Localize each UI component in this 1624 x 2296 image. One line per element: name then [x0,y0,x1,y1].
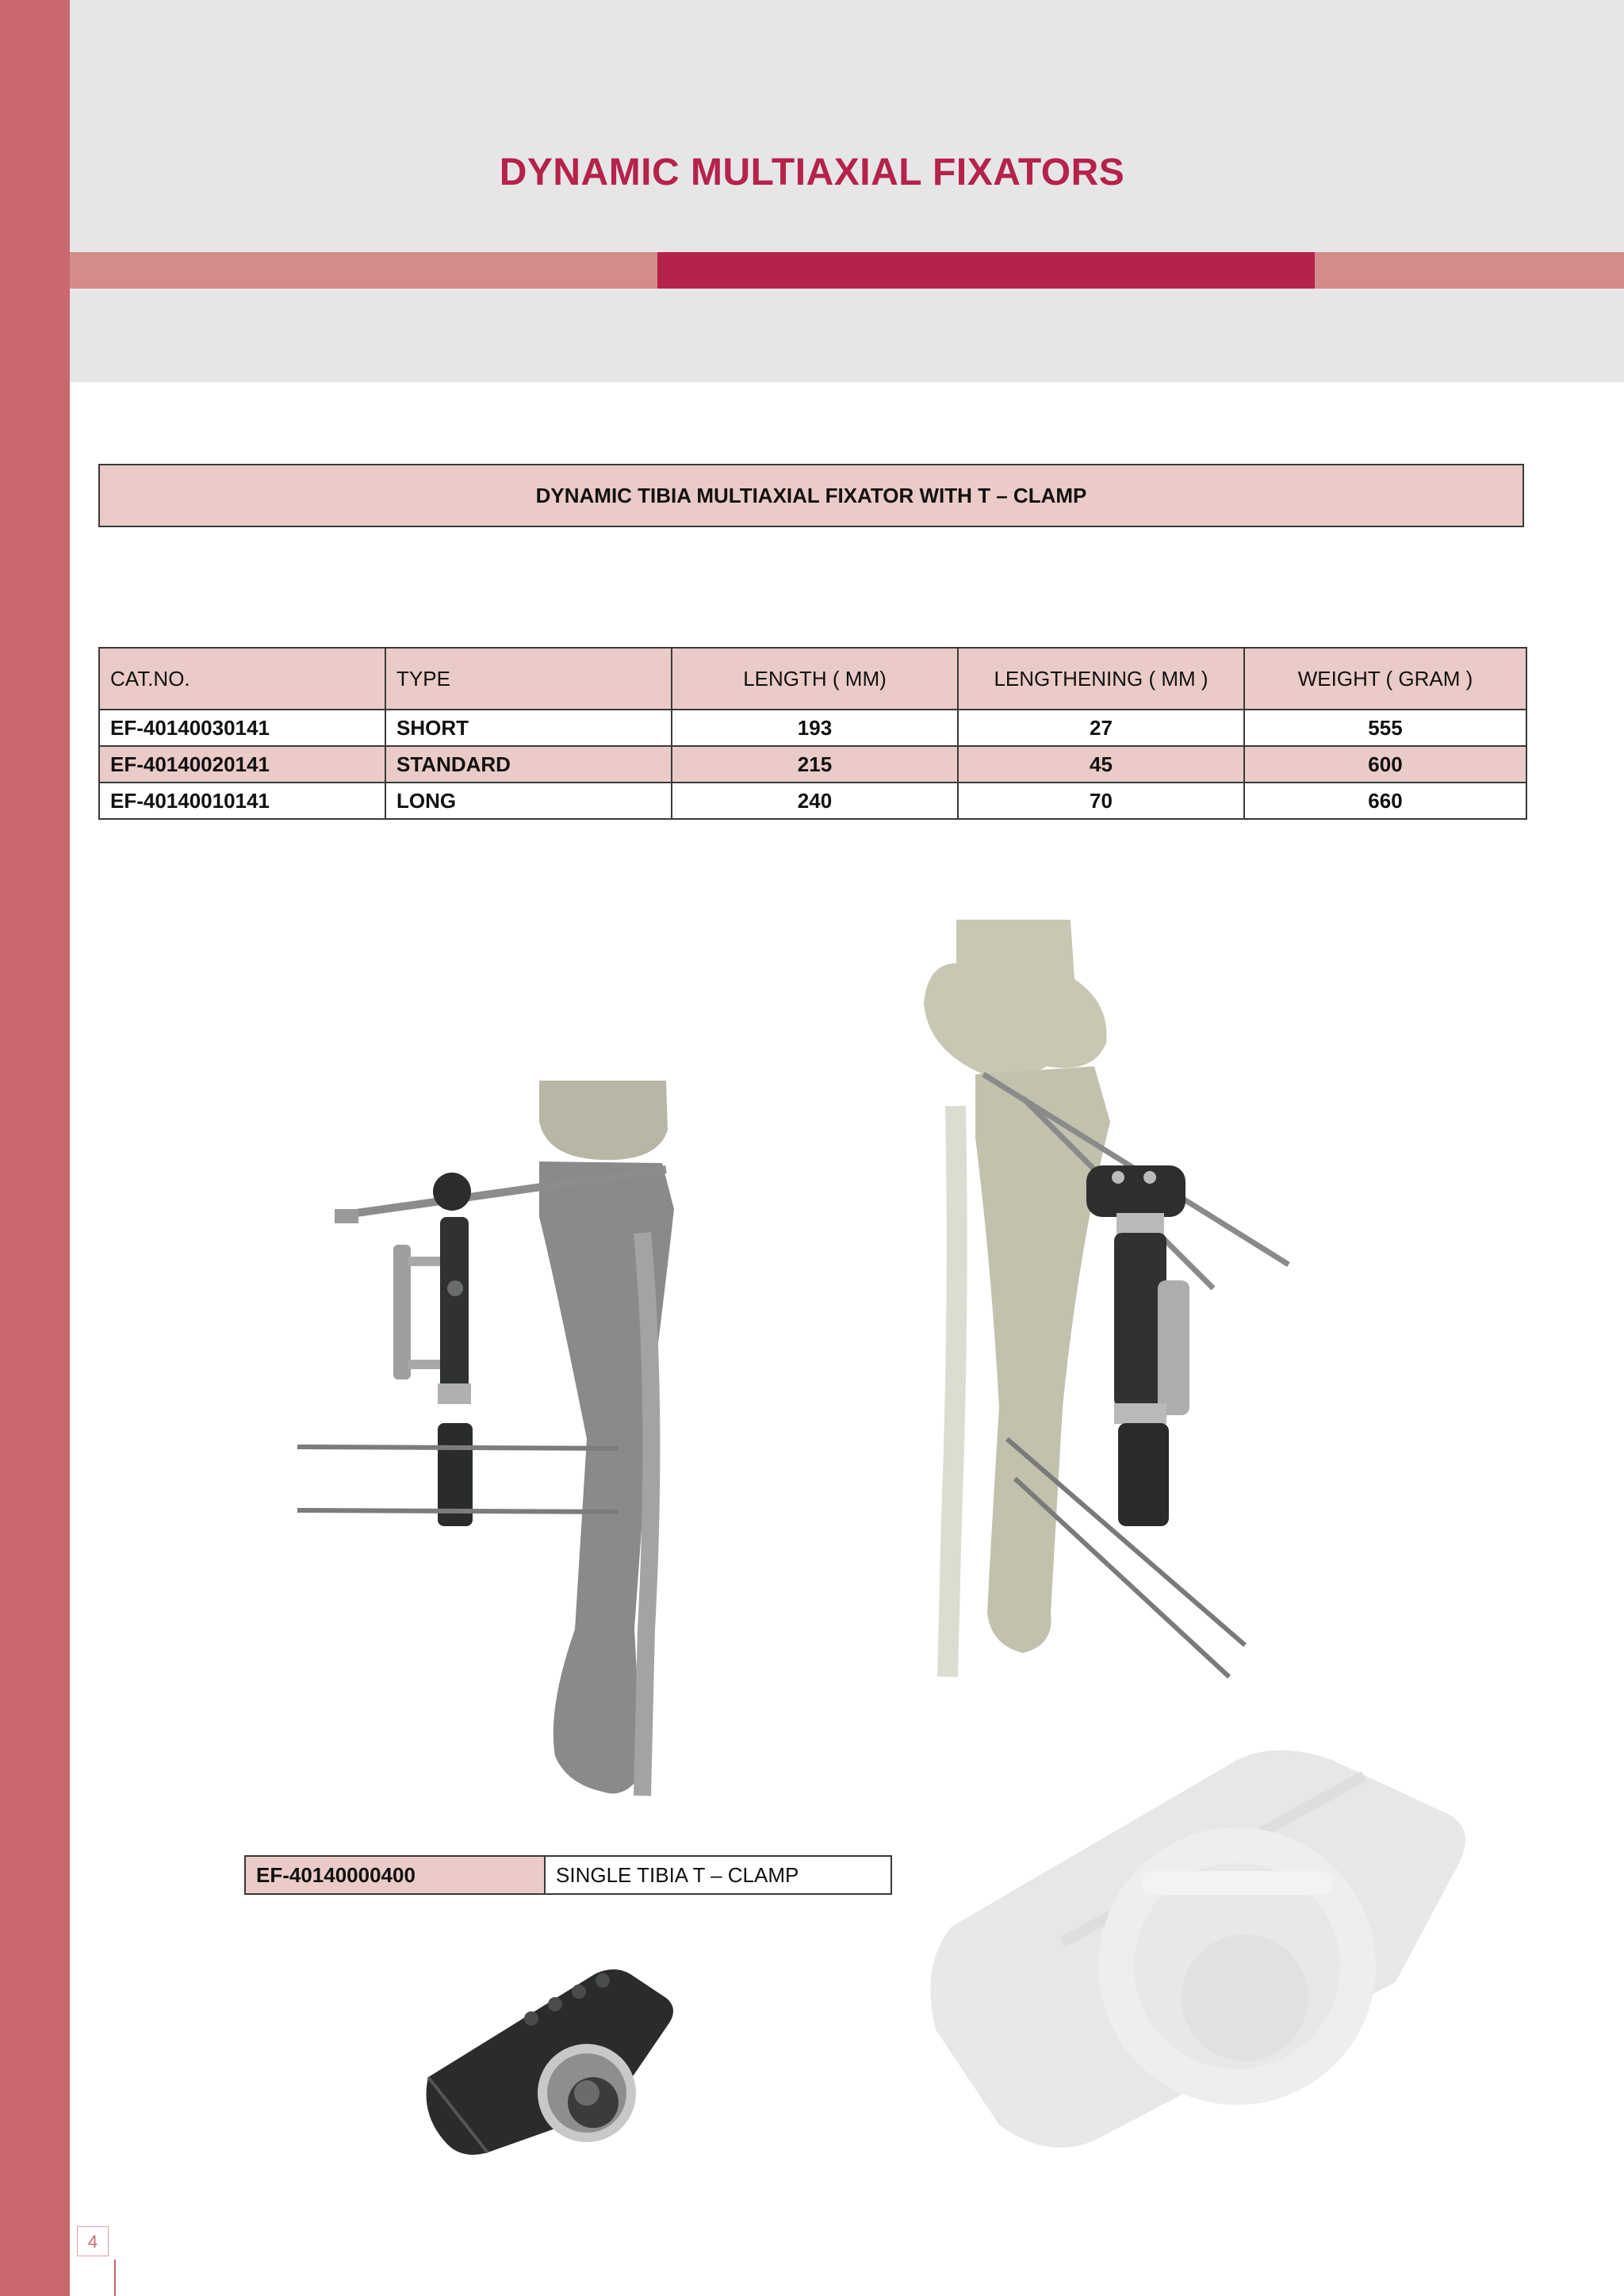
cell-weight: 600 [1244,746,1526,783]
page-rule [114,2260,116,2296]
col-header-type: TYPE [385,648,672,710]
t-clamp-photo [412,1958,690,2164]
table-row [99,710,1526,746]
page-title: DYNAMIC MULTIAXIAL FIXATORS [499,151,1125,193]
clamp-row [245,1856,891,1894]
decorative-bar-accent [657,252,1315,289]
cell-cat-no: EF-40140030141 [99,710,385,746]
cell-cat-no: EF-40140010141 [99,783,385,819]
watermark-image [904,1728,1491,2172]
spec-table [98,647,1527,820]
cell-length: 215 [672,746,958,783]
cell-weight: 555 [1244,710,1526,746]
table-row [99,783,1526,819]
clamp-code: EF-40140000400 [245,1856,545,1894]
cell-length: 240 [672,783,958,819]
cell-lengthening: 70 [958,783,1244,819]
tibia-fixator-front-photo [285,1074,698,1816]
col-header-lengthening: LENGTHENING ( MM ) [958,648,1244,710]
left-stripe [0,0,70,2296]
cell-cat-no: EF-40140020141 [99,746,385,783]
cell-lengthening: 45 [958,746,1244,783]
decorative-bar-left [70,252,657,289]
cell-type: LONG [385,783,672,819]
cell-type: STANDARD [385,746,672,783]
cell-weight: 660 [1244,783,1526,819]
col-header-weight: WEIGHT ( GRAM ) [1244,648,1526,710]
clamp-table [244,1855,892,1895]
col-header-length: LENGTH ( MM) [672,648,958,710]
col-header-cat-no: CAT.NO. [99,648,385,710]
table-header-row [99,648,1526,710]
clamp-name: SINGLE TIBIA T – CLAMP [545,1856,891,1894]
cell-type: SHORT [385,710,672,746]
section-title: DYNAMIC TIBIA MULTIAXIAL FIXATOR WITH T – CLAMP [98,464,1524,527]
tibia-fixator-angled-photo [912,916,1308,1716]
cell-length: 193 [672,710,958,746]
page-number: 4 [77,2226,109,2256]
decorative-bar-right [1315,252,1624,289]
cell-lengthening: 27 [958,710,1244,746]
table-row [99,746,1526,783]
